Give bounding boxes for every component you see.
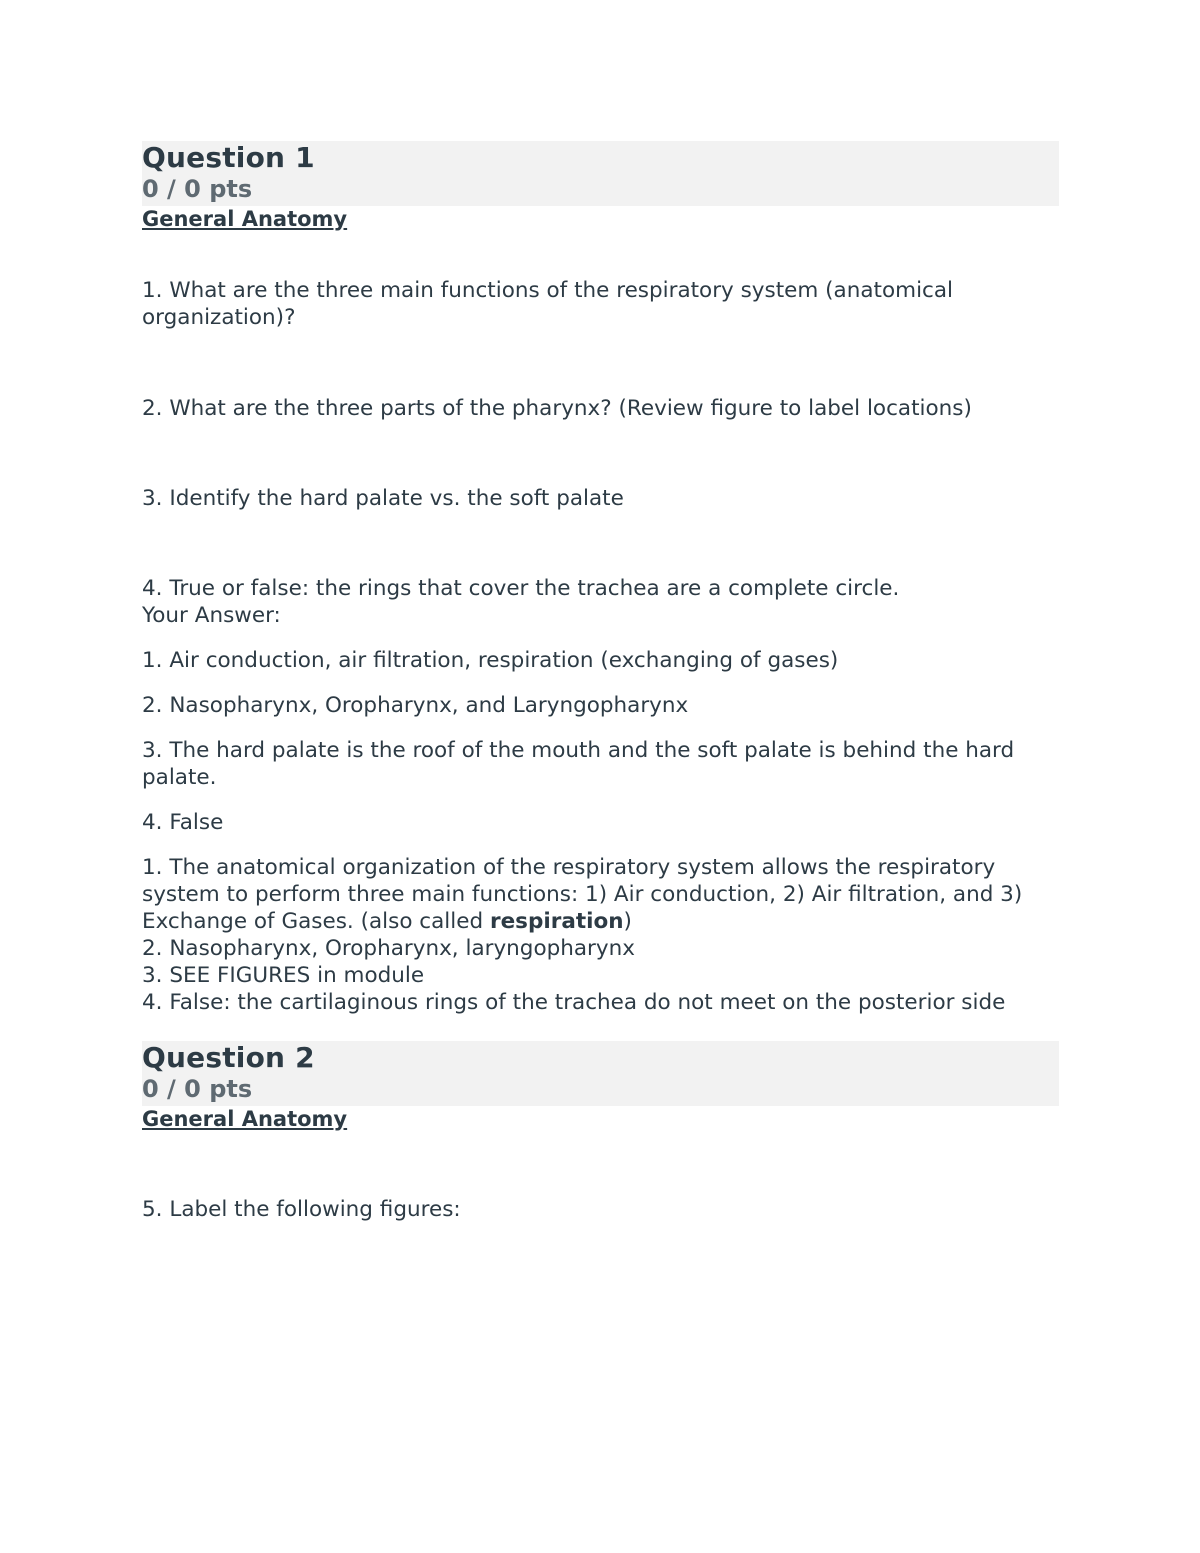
question-2-title: Question 2: [142, 1041, 315, 1074]
feedback-1-end: ): [623, 909, 632, 934]
question-1-header: [142, 141, 1059, 206]
question-2-topic: General Anatomy: [142, 1107, 348, 1131]
question-1-points: 0 / 0 pts: [142, 175, 253, 203]
question-1-title: Question 1: [142, 141, 315, 174]
answer-2: 2. Nasopharynx, Oropharynx, and Laryngopharynx: [142, 693, 689, 718]
answer-4: 4. False: [142, 810, 224, 835]
question-1-prompt-3: 3. Identify the hard palate vs. the soft palate: [142, 486, 624, 511]
feedback-1: [142, 854, 1059, 935]
answer-3: 3. The hard palate is the roof of the mouth and the soft palate is behind the hard palate.: [142, 738, 1015, 790]
feedback-2: 2. Nasopharynx, Oropharynx, laryngopharynx: [142, 936, 635, 961]
answer-1: 1. Air conduction, air filtration, respiration (exchanging of gases): [142, 648, 839, 673]
feedback-3: 3. SEE FIGURES in module: [142, 963, 425, 988]
feedback-1-bold: respiration: [489, 909, 624, 934]
feedback-4: 4. False: the cartilaginous rings of the trachea do not meet on the posterior side: [142, 990, 1006, 1015]
question-2-prompt: 5. Label the following figures:: [142, 1197, 461, 1222]
your-answer-label: Your Answer:: [142, 603, 281, 628]
quiz-results-page: [142, 141, 1059, 1223]
question-2-header: [142, 1041, 1059, 1106]
question-2-points: 0 / 0 pts: [142, 1075, 253, 1103]
question-1-prompt-2: 2. What are the three parts of the pharynx? (Review figure to label locations): [142, 396, 972, 421]
question-1-prompt-1: 1. What are the three main functions of the respiratory system (anatomical organization)?: [142, 278, 954, 330]
feedback-1-text: 1. The anatomical organization of the respiratory system allows the respiratory system to perform three main functions: 1) Air conduction, 2) Air filtration, and 3) Exchange of Gases. (also called: [142, 855, 1023, 934]
question-1-topic: General Anatomy: [142, 207, 348, 231]
question-1-prompt-4: 4. True or false: the rings that cover the trachea are a complete circle.: [142, 576, 900, 601]
